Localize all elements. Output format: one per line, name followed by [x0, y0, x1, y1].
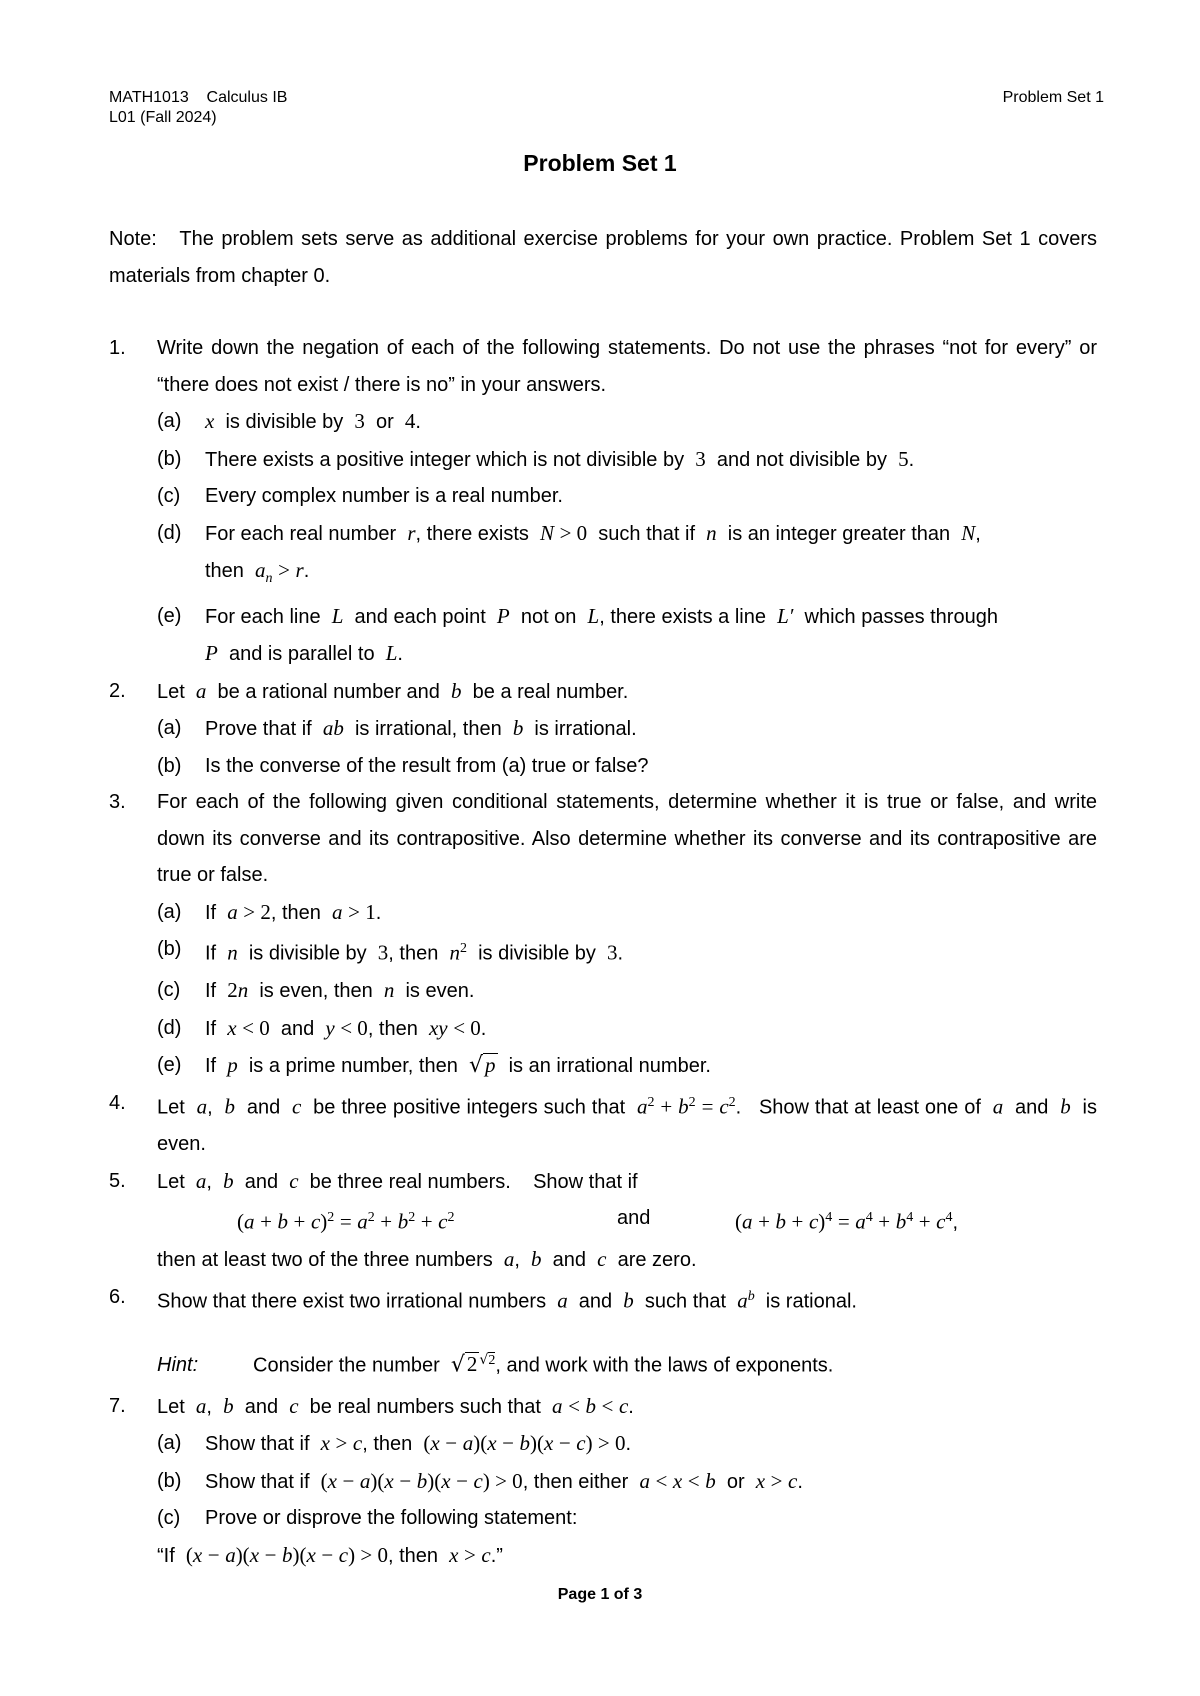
page-title: Problem Set 1 [523, 150, 677, 176]
problem-6-text: Show that there exist two irrational numbers a and b such that $a^b$ is rational. [157, 1288, 857, 1313]
note-label: Note: [109, 228, 157, 250]
problem-6-hint: Hint: Consider the number √2 $^{√2}$, and work with the laws of exponents. [109, 1342, 1097, 1384]
problem-5-text: Let a, b and c be three real numbers. Show that if [157, 1168, 638, 1193]
course-name: Calculus IB [206, 89, 288, 106]
problem-4-text: Let a, b and c be three positive integers such that $a^2 + b^2 = c^2$. Show that at least one of a and b is even. [157, 1094, 1097, 1155]
problem-2-text: Let a be a rational number and b be a real number. [157, 678, 629, 703]
problem-3b: (b) If n is divisible by 3, then $n^2$ is divisible by 3. [157, 938, 624, 965]
problem-7b: (b) Show that if (x − a)(x − b)(x − c) > 0, then either a < x < b or x > c. [157, 1468, 803, 1493]
course-code: MATH1013 [109, 89, 189, 106]
document-body [109, 221, 1097, 1574]
note-text: The problem sets serve as additional exercise problems for your own practice. Problem Set 1 covers materials from chapter 0. [109, 228, 1097, 287]
problem-2b: (b) Is the converse of the result from (a) true or false? [157, 754, 649, 777]
problem-number: 5. [109, 1169, 126, 1192]
problem-5-conclusion: then at least two of the three numbers a, b and c are zero. [157, 1247, 697, 1272]
course-section: L01 (Fall 2024) [109, 109, 217, 126]
problem-1d: (d) For each real number r, there exists N > 0 such that if n is an integer greater than N, then $a_n > r$. [157, 520, 981, 587]
problem-number: 6. [109, 1285, 126, 1308]
problem-5-equations: $(a + b + c)^2 = a^2 + b^2 + c^2$ and $(a + b + c)^4 = a^4 + b^4 + c^4$, [237, 1207, 959, 1234]
problem-7a: (a) Show that if x > c, then (x − a)(x − b)(x − c) > 0. [157, 1431, 632, 1456]
problem-2 [109, 673, 1097, 785]
problem-number: 7. [109, 1394, 126, 1417]
problem-7 [109, 1388, 1097, 1575]
problem-2a: (a) Prove that if ab is irrational, then b is irrational. [157, 716, 637, 741]
problem-7c: (c) Prove or disprove the following statement: [157, 1507, 578, 1530]
problem-5 [109, 1163, 1097, 1279]
page-footer: Page 1 of 3 [557, 1586, 643, 1603]
problem-number: 1. [109, 337, 126, 359]
problem-number: 4. [109, 1091, 126, 1114]
problem-1a: (a) x is divisible by 3 or 4. [157, 409, 421, 433]
problem-6 [109, 1279, 1097, 1320]
problem-7c-statement: “If (x − a)(x − b)(x − c) > 0, then x > c.” [157, 1542, 503, 1567]
problem-1-text: Write down the negation of each of the following statements. Do not use the phrases “not for every” or “there does not exist / there is no” in your answers. [157, 337, 1097, 396]
page-header-right: Problem Set 1 [1002, 89, 1104, 106]
problem-3e: (e) If p is a prime number, then √p is an irrational number. [157, 1053, 711, 1079]
problem-3c: (c) If 2n is even, then n is even. [157, 978, 475, 1003]
problem-3 [109, 784, 1097, 1085]
problem-number: 3. [109, 791, 126, 814]
problem-1b: (b) There exists a positive integer which is not divisible by 3 and not divisible by 5. [157, 446, 915, 471]
problem-number: 2. [109, 679, 126, 702]
problem-3-text: For each of the following given conditional statements, determine whether it is true or false, and write down its converse and its contrapositive. Also determine whether its converse and its contrapositive are true or false. [157, 791, 1097, 887]
problem-1c: (c) Every complex number is a real number. [157, 485, 563, 507]
problem-4 [109, 1085, 1097, 1163]
problem-7-text: Let a, b and c be real numbers such that a < b < c. [157, 1393, 634, 1418]
problem-3d: (d) If x < 0 and y < 0, then xy < 0. [157, 1015, 487, 1040]
problem-1 [109, 330, 1097, 673]
hint-label: Hint: [157, 1354, 199, 1377]
note-paragraph [109, 221, 1097, 294]
problem-1e: (e) For each line L and each point P not on L, there exists a line L′ which passes through P and is parallel to L. [157, 603, 998, 666]
page-header-left [109, 88, 287, 128]
problem-3a: (a) If a > 2, then a > 1. [157, 899, 382, 924]
